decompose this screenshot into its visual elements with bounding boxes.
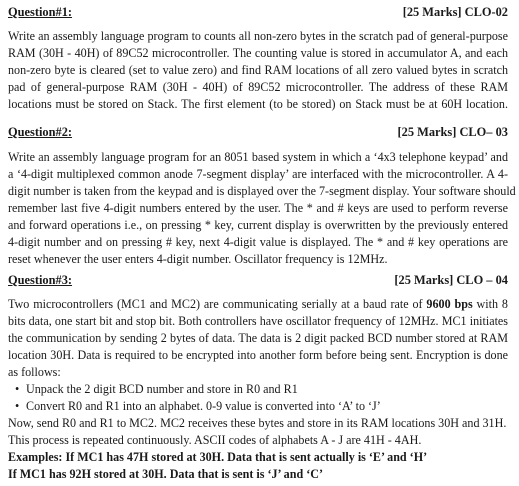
question-3-line: Now, send R0 and R1 to MC2. MC2 receives these bytes and store in its RAM locations 30H and 31H. — [8, 416, 507, 430]
question-3-line: location 30H. Data is required to be encrypted into another form before being sent. Encryption is done — [8, 348, 508, 362]
question-2-line: digit number is taken from the keypad and is displayed over the 7-segment display. Your software should — [8, 184, 516, 198]
baud-rate-value: 9600 bps — [426, 297, 473, 311]
question-3-line: the communication by sending 2 bytes of data. The data is 2 digit packed BCD number stored at RAM — [8, 331, 508, 345]
question-2-line: 4-digit number and on pressing # key, next 4-digit value is displayed. The * and # key operations are — [8, 235, 508, 249]
question-2-title: Question#2: — [8, 125, 73, 139]
question-1-line: pad of general-purpose RAM (30H - 40H) of 89C52 microcontroller. The address of these RAM — [8, 80, 508, 94]
question-3-marks: [25 Marks] CLO – 04 — [394, 273, 508, 287]
question-3-line: as follows: — [8, 365, 61, 379]
question-2-line: remember last five 4-digit numbers entered by the user. The * and # keys are used to perform reverse — [8, 201, 508, 215]
question-1-title: Question#1: — [8, 5, 73, 19]
bullet-item: • Unpack the 2 digit BCD number and store in R0 and R1 — [26, 381, 508, 398]
question-2-header — [8, 124, 508, 140]
question-3-title: Question#3: — [8, 273, 73, 287]
question-2-line: Write an assembly language program for an 8051 based system in which a ‘4x3 telephone keypad’ and — [8, 150, 508, 164]
question-2-line: a ‘4-digit multiplexed common anode 7-segment display’ are interfaced with the microcontroller. A 4- — [8, 167, 508, 181]
bullet-item: • Convert R0 and R1 into an alphabet. 0-9 value is converted into ‘A’ to ‘J’ — [26, 398, 508, 415]
question-3-header — [8, 272, 508, 288]
question-3-line-first — [8, 296, 508, 313]
question-3-line-text: Two microcontrollers (MC1 and MC2) are communicating serially at a baud rate of — [8, 297, 427, 311]
question-1-line: RAM (30H - 40H) of 89C52 microcontroller. The counting value is stored in accumulator A, and each — [8, 46, 508, 60]
question-1-line: non-zero byte is cleared (set to value zero) and find RAM locations of all zero valued bytes in scratch — [8, 63, 508, 77]
question-2-line: reset whenever the user enters 4-digit number. Oscillator frequency is 12MHz. — [8, 252, 388, 266]
question-3-line: bits data, one start bit and stop bit. Both controllers have oscillator frequency of 12MHz. MC1 initiates — [8, 314, 508, 328]
question-3-line: This process is repeated continuously. ASCII codes of alphabets A - J are 41H - 4AH. — [8, 433, 422, 447]
question-3-line-text: with 8 — [472, 297, 508, 311]
question-2-line: and forward operations i.e., on pressing * key, current display is overwritten by the previously entered — [8, 218, 508, 232]
question-1-line: locations must be stored on Stack. The first element (to be stored) on Stack must be at 60H location. — [8, 97, 508, 111]
example-line: Examples: If MC1 has 47H stored at 30H. Data that is sent actually is ‘E’ and ‘H’ — [8, 450, 428, 464]
question-1-marks: [25 Marks] CLO-02 — [402, 5, 508, 19]
question-2-marks: [25 Marks] CLO– 03 — [397, 125, 508, 139]
question-1-header — [8, 4, 508, 20]
question-1-line: Write an assembly language program to counts all non-zero bytes in the scratch pad of general-purpose — [8, 29, 508, 43]
example-line: If MC1 has 92H stored at 30H. Data that is sent is ‘J’ and ‘C’ — [8, 467, 323, 481]
